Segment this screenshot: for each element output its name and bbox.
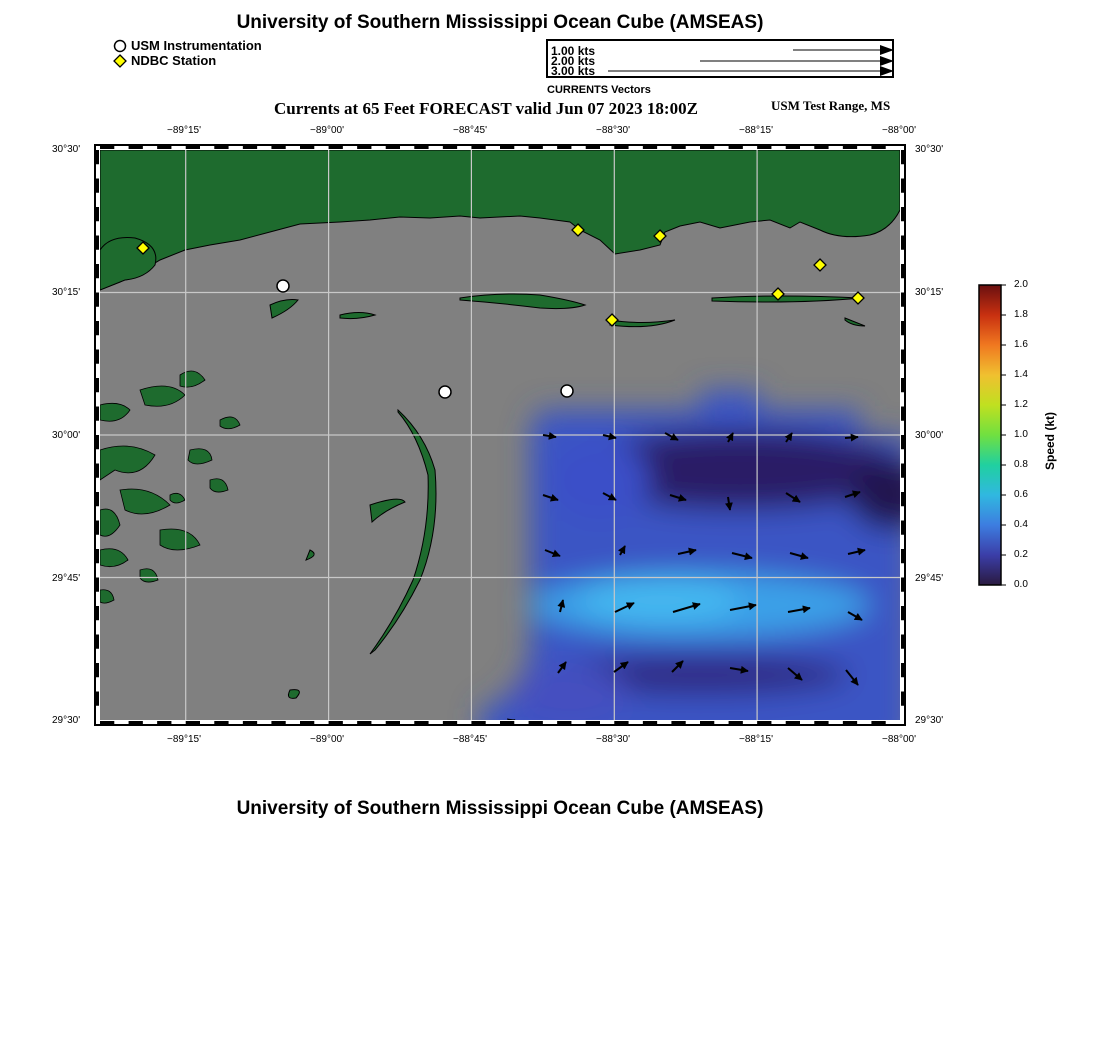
colorbar-tick: 1.6	[1014, 339, 1028, 350]
colorbar-tick: 1.4	[1014, 369, 1028, 380]
lat-tick-right: 30°00'	[915, 430, 944, 441]
bottom-title: University of Southern Mississippi Ocean Cube (AMSEAS)	[236, 798, 764, 819]
lon-tick-bottom: −89°15'	[167, 734, 201, 745]
circle-marker-icon	[113, 39, 127, 53]
vector-scale-1: 1.00 kts	[551, 44, 596, 58]
colorbar-tick: 0.2	[1014, 549, 1028, 560]
lon-tick-bottom: −88°30'	[596, 734, 630, 745]
lat-tick-left: 29°30'	[52, 715, 81, 726]
legend-ndbc-label: NDBC Station	[131, 53, 217, 68]
vector-scale-arrows	[548, 41, 894, 78]
lat-tick-right: 30°15'	[915, 287, 944, 298]
lon-tick-bottom: −89°00'	[310, 734, 344, 745]
vector-scale-box	[546, 39, 894, 78]
lat-tick-left: 30°15'	[52, 287, 81, 298]
vector-scale-caption: CURRENTS Vectors	[547, 84, 651, 96]
lat-tick-right: 29°30'	[915, 715, 944, 726]
usm-marker	[561, 385, 573, 397]
colorbar-label: Speed (kt)	[1043, 411, 1057, 470]
lon-tick-top: −89°15'	[167, 125, 201, 136]
colorbar-tick: 1.2	[1014, 399, 1028, 410]
lat-tick-right: 29°45'	[915, 573, 944, 584]
lat-tick-left: 30°30'	[52, 144, 81, 155]
legend-usm	[113, 38, 262, 53]
colorbar-tick: 2.0	[1014, 279, 1028, 290]
range-label: USM Test Range, MS	[771, 98, 891, 113]
colorbar-tick: 0.8	[1014, 459, 1028, 470]
colorbar	[978, 284, 1012, 589]
colorbar-tick: 0.4	[1014, 519, 1028, 530]
lon-tick-top: −88°00'	[882, 125, 916, 136]
speed-field	[480, 390, 908, 728]
colorbar-tick: 0.6	[1014, 489, 1028, 500]
map-canvas	[94, 144, 908, 728]
lat-tick-left: 30°00'	[52, 430, 81, 441]
lon-tick-top: −88°45'	[453, 125, 487, 136]
lon-tick-bottom: −88°15'	[739, 734, 773, 745]
lat-tick-right: 30°30'	[915, 144, 944, 155]
colorbar-tick: 1.8	[1014, 309, 1028, 320]
lon-tick-bottom: −88°45'	[453, 734, 487, 745]
page-title: University of Southern Mississippi Ocean Cube (AMSEAS)	[236, 12, 764, 33]
vector-scale-3: 3.00 kts	[551, 64, 596, 78]
lon-tick-top: −89°00'	[310, 125, 344, 136]
legend-usm-label: USM Instrumentation	[131, 38, 262, 53]
diamond-marker-icon	[113, 54, 127, 68]
lon-tick-bottom: −88°00'	[882, 734, 916, 745]
map-subtitle: Currents at 65 Feet FORECAST valid Jun 07 2023 18:00Z	[274, 99, 698, 118]
vector-scale-2: 2.00 kts	[551, 54, 596, 68]
colorbar-tick: 1.0	[1014, 429, 1028, 440]
lat-tick-left: 29°45'	[52, 573, 81, 584]
lon-tick-top: −88°30'	[596, 125, 630, 136]
colorbar-tick: 0.0	[1014, 579, 1028, 590]
lon-tick-top: −88°15'	[739, 125, 773, 136]
usm-marker	[439, 386, 451, 398]
usm-marker	[277, 280, 289, 292]
legend-ndbc	[113, 53, 216, 68]
